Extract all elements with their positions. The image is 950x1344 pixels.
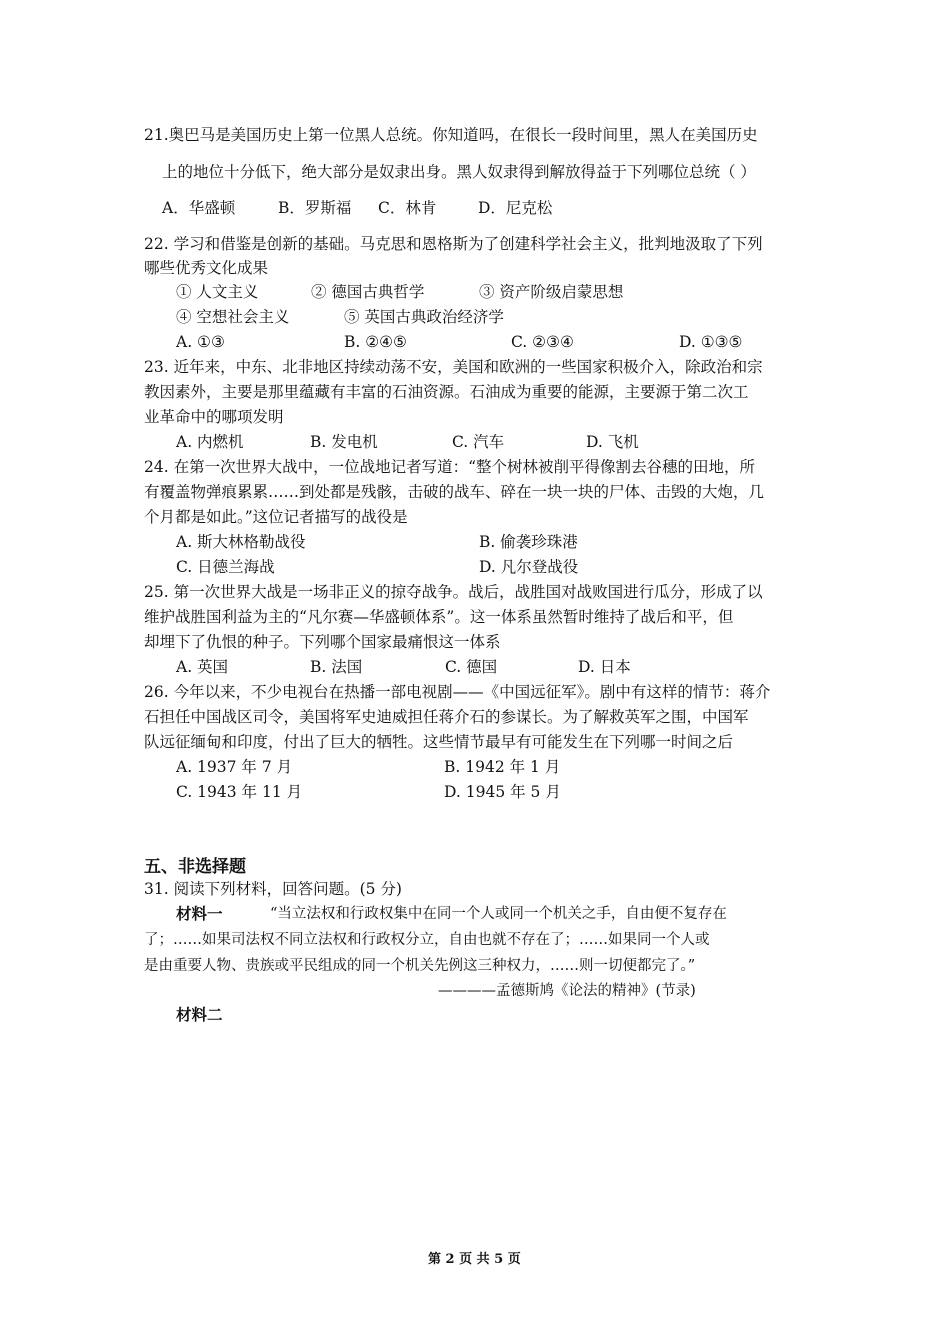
q26-option-d: D. 1945 年 5 月 (444, 783, 561, 801)
q24-line3: 个月都是如此。”这位记者描写的战役是 (144, 508, 408, 526)
q22-option-c: C. ②③④ (511, 333, 574, 351)
q22-option-d: D. ①③⑤ (679, 333, 743, 351)
q23-line3: 业革命中的哪项发明 (144, 408, 284, 426)
q21-option-b: B．罗斯福 (278, 199, 352, 217)
material1-line1: “当立法权和行政权集中在同一个人或同一个机关之手，自由便不复存在 (270, 906, 727, 922)
q23-option-d: D. 飞机 (586, 433, 639, 451)
q23-option-a: A. 内燃机 (176, 433, 244, 451)
q26-line3: 队远征缅甸和印度，付出了巨大的牺牲。这些情节最早有可能发生在下列哪一时间之后 (144, 733, 734, 751)
material1-line3: 是由重要人物、贵族或平民组成的同一个机关先例这三种权力，……则一切便都完了。” (144, 958, 696, 974)
q24-line2: 有覆盖物弹痕累累……到处都是残骸，击破的战车、碎在一块一块的尸体、击毁的大炮，几 (144, 483, 765, 501)
q25-option-d: D. 日本 (578, 658, 631, 676)
q22-item-2: ② 德国古典哲学 (311, 283, 425, 301)
q26-option-a: A. 1937 年 7 月 (176, 758, 293, 776)
q25-option-a: A. 英国 (176, 658, 229, 676)
q22-item-1: ① 人文主义 (176, 283, 259, 301)
q25-line3: 却埋下了仇恨的种子。下列哪个国家最痛恨这一体系 (144, 633, 501, 651)
q25-option-b: B. 法国 (310, 658, 363, 676)
material1-line2: 了；……如果司法权不同立法权和行政权分立，自由也就不存在了；……如果同一个人或 (144, 932, 710, 948)
q26-line2: 石担任中国战区司令，美国将军史迪威担任蒋介石的参谋长。为了解救英军之围，中国军 (144, 708, 749, 726)
q23-option-c: C. 汽车 (452, 433, 505, 451)
q24-option-d: D. 凡尔登战役 (479, 558, 579, 576)
q24-option-c: C. 日德兰海战 (176, 558, 275, 576)
q24-line1: 24. 在第一次世界大战中，一位战地记者写道：“整个树林被削平得像割去谷穗的田地，所 (144, 458, 756, 476)
material1-source: ————孟德斯鸠《论法的精神》(节录) (438, 983, 696, 999)
material2-label: 材料二 (176, 1006, 223, 1024)
q26-option-c: C. 1943 年 11 月 (176, 783, 303, 801)
q23-option-b: B. 发电机 (310, 433, 378, 451)
q21-option-a: A．华盛顿 (162, 199, 236, 217)
page-number: 第 2 页 共 5 页 (428, 1252, 521, 1267)
q24-option-b: B. 偷袭珍珠港 (479, 533, 578, 551)
q22-option-a: A. ①③ (176, 333, 225, 351)
q23-line2: 教因素外，主要是那里蕴藏有丰富的石油资源。石油成为重要的能源，主要源于第二次工 (144, 383, 749, 401)
q21-line2: 上的地位十分低下，绝大部分是奴隶出身。黑人奴隶得到解放得益于下列哪位总统（ ） (162, 163, 756, 181)
q22-item-3: ③ 资产阶级启蒙思想 (479, 283, 624, 301)
q26-option-b: B. 1942 年 1 月 (444, 758, 561, 776)
q25-line1: 25. 第一次世界大战是一场非正义的掠夺战争。战后，战胜国对战败国进行瓜分，形成了以 (144, 583, 763, 601)
q23-line1: 23. 近年来，中东、北非地区持续动荡不安，美国和欧洲的一些国家积极介入，除政治和宗 (144, 358, 763, 376)
q25-line2: 维护战胜国利益为主的“凡尔赛—华盛顿体系”。这一体系虽然暂时维持了战后和平，但 (144, 608, 734, 626)
q22-option-b: B. ②④⑤ (344, 333, 407, 351)
q22-item-5: ⑤ 英国古典政治经济学 (344, 308, 504, 326)
section-title: 五、非选择题 (144, 857, 246, 877)
q31-intro: 31. 阅读下列材料，回答问题。(5 分) (144, 880, 402, 898)
q25-option-c: C. 德国 (445, 658, 498, 676)
material1-label: 材料一 (176, 905, 223, 923)
q22-line2: 哪些优秀文化成果 (144, 259, 269, 277)
q22-item-4: ④ 空想社会主义 (176, 308, 290, 326)
q24-option-a: A. 斯大林格勒战役 (176, 533, 306, 551)
q21-option-d: D．尼克松 (478, 199, 553, 217)
q21-line1: 21.奥巴马是美国历史上第一位黑人总统。你知道吗，在很长一段时间里，黑人在美国历史 (144, 126, 758, 144)
q22-line1: 22. 学习和借鉴是创新的基础。马克思和恩格斯为了创建科学社会主义，批判地汲取了下列 (144, 235, 763, 253)
q21-option-c: C．林肯 (378, 199, 437, 217)
q26-line1: 26. 今年以来，不少电视台在热播一部电视剧——《中国远征军》。剧中有这样的情节：蒋介 (144, 683, 771, 701)
